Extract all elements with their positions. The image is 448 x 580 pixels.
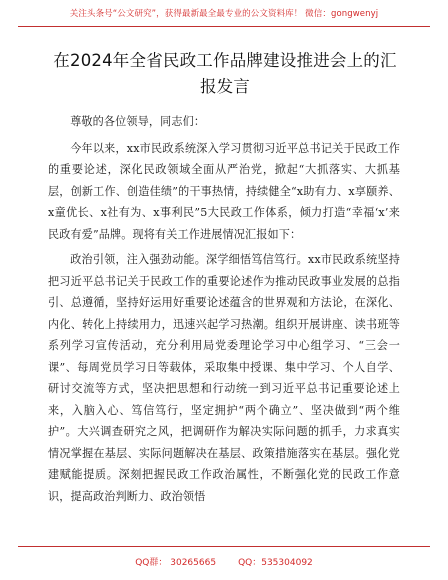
document-title: 在2024年全省民政工作品牌建设推进会上的汇报发言 [53, 51, 397, 96]
header-banner: 关注头条号“公文研究”，获得最新最全最专业的公文资料库！ 微信：gongwenyj [69, 9, 379, 19]
header-divider [18, 26, 430, 27]
paragraph: 今年以来，xx市民政系统深入学习贯彻习近平总书记关于民政工作的重要论述，深化民政领域全面从严治党，掀起“大抓落实、大抓基层，创新工作、创造佳绩”的干事热情，持续健全“x助有力、x享颐养、x童优长、x社有为、x事利民”5大民政工作体系，倾力打造“幸福‘x’来民政有爱”品牌。现将有关工作进展情况汇报如下： [48, 141, 400, 241]
salutation: 尊敬的各位领导，同志们： [70, 115, 206, 128]
footer-qq: QQ：535304092 [238, 558, 313, 568]
footer-qq-group: QQ群： 30265665 [135, 558, 217, 568]
paragraph: 政治引领，注入强劲动能。深学细悟笃信笃行。xx市民政系统坚持把习近平总书记关于民政工作的重要论述作为推动民政事业发展的总指引、总遵循，坚持好运用好重要论述蕴含的世界观和方法论，在深化、内化、转化上持续用力，迅速兴起学习热潮。组织开展讲座、读书班等系列学习宣传活动，充分利用局党委理论学习中心组学习、“三会一课”、每周党员学习日等载体，采取集中授课、集中学习、个人自学、研讨交流等方式，坚决把思想和行动统一到习近平总书记重要论述上来，入脑入心、笃信笃行，坚定拥护“两个确立”、坚决做到“两个维护”。大兴调查研究之风，把调研作为解决实际问题的抓手，力求真实情况掌握在基层、实际问题解决在基层、政策措施落实在基层。强化党建赋能提质。深刻把握民政工作政治属性，不断强化党的民政工作意识，提高政治判断力、政治领悟 [48, 253, 400, 503]
document-body [48, 111, 400, 507]
footer-contact [0, 555, 448, 568]
footer-divider [18, 546, 430, 547]
